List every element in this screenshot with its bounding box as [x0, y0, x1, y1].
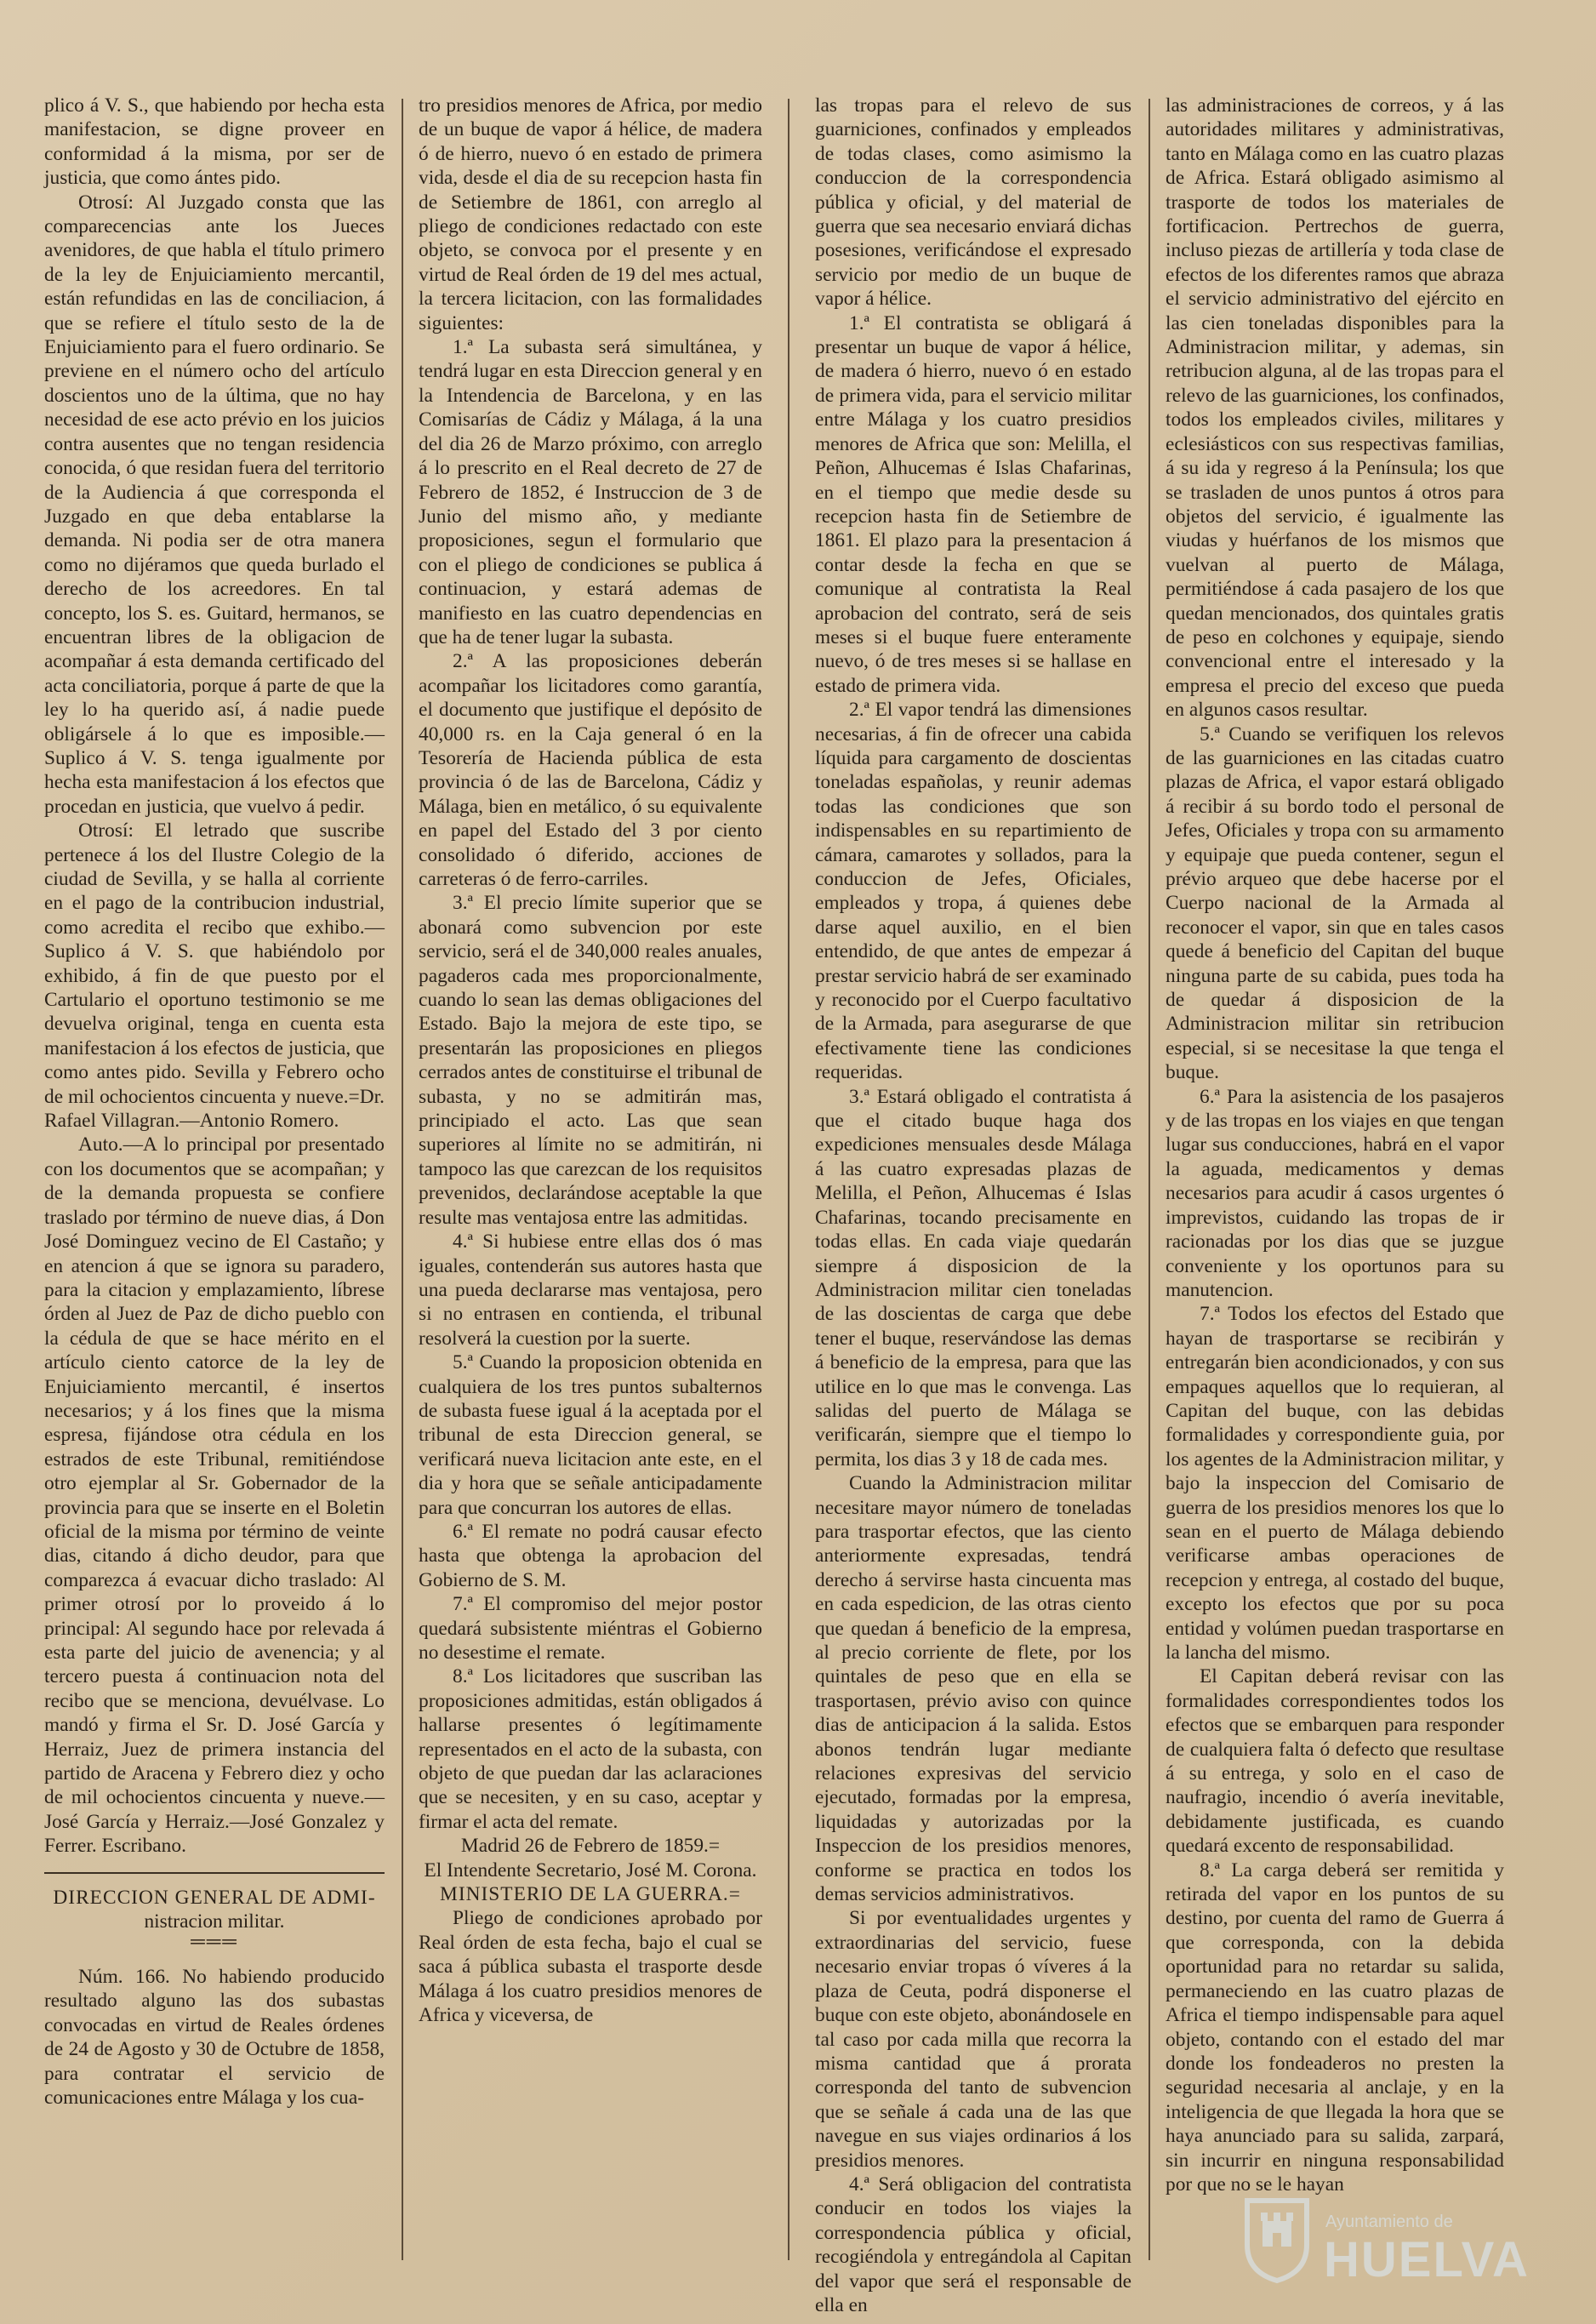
column-1 [44, 94, 385, 2272]
paragraph: 1.ª La subasta será simultánea, y tendrá lugar en esta Direccion general y en la Intendencia de Barcelona, y en las Comisarías de Cádiz y Málaga, á la una del dia 26 de Marzo próximo, con arreglo á lo prescrito en el Real decreto de 27 de Febrero de 1852, é Instruccion de 3 de Junio del mismo año, y mediante proposiciones, segun el formulario que con el pliego de condiciones se publica á continuacion, y estará ademas de manifiesto en las cuatro dependencias en que ha de tener lugar la subasta. [419, 336, 762, 648]
paragraph: 8.ª Los licitadores que suscriban las proposiciones admitidas, están obligados á hallarse presentes ó legítimamente representados en el acto de la subasta, con objeto de que puedan dar las aclaraciones que se necesiten, y en su caso, aceptar y firmar el acta del remate. [419, 1665, 762, 1833]
paragraph: las administraciones de correos, y á las autoridades militares y administrativas, tanto en Málaga como en las cuatro plazas de Africa. Estará obligado asimismo al trasporte de todos los materiales de fortificacion. Pertrechos de guerra, incluso piezas de artillería y toda clase de efectos de los diferentes ramos que abraza el servicio administrativo del ejército en las cien toneladas disponibles para la Administracion militar, y ademas, sin retribucion alguna, al de las tropas para el relevo de las guarniciones, los confinados, todos los empleados civiles, militares y eclesiásticos con sus respectivas familias, á su ida y regreso á la Península; los que se trasladen de unos puntos á otros para objetos del servicio, é igualmente las viudas y huérfanos de los mismos que vuelvan al puerto de Málaga, permitiéndose á cada pasajero de los que quedan mencionados, dos quintales gratis de peso en colchones y equipaje, siendo convencional entre el interesado y la empresa el precio del exceso que pueda en algunos casos resultar. [1166, 94, 1504, 722]
column-3 [815, 94, 1131, 2316]
signature: El Intendente Secretario, José M. Corona. [424, 1859, 757, 1881]
paragraph: 1.ª El contratista se obligará á presentar un buque de vapor á hélice, de madera ó hierro, nuevo ó en estado de primera vida, para el servicio militar entre Málaga y los cuatro presidios menores de Africa que son: Melilla, el Peñon, Alhucemas é Islas Chafarinas, en el tiempo que medie desde su recepcion hasta fin de Setiembre de 1861. El plazo para la presentacion á contar desde la fecha en que se comunique al contratista la Real aprobacion del contrato, será de seis meses si el buque fuere enteramente nuevo, ó de tres meses si se hallase en estado de primera vida. [815, 311, 1131, 697]
paragraph: Si por eventualidades urgentes y extraordinarias del servicio, fuese necesario enviar tropas ó víveres á la plaza de Ceuta, podrá disponerse el buque con este objeto, abonándosele en tal caso por cada milla que recorra la misma cantidad que á prorata corresponda del tanto de subvencion que se señale á cada una de las que navegue en sus viajes ordinarios á los presidios menores. [815, 1907, 1131, 2172]
paragraph: 7.ª El compromiso del mejor postor quedará subsistente miéntras el Gobierno no desestime el remate. [419, 1593, 762, 1664]
column-4 [1166, 94, 1504, 2272]
column-rule [1149, 99, 1150, 2260]
column-rule [402, 99, 403, 2260]
column-2 [419, 94, 762, 2272]
paragraph: tro presidios menores de Africa, por medio de un buque de vapor á hélice, de madera ó de hierro, nuevo ó en estado de primera vida, desde el dia de su recepcion hasta fin de Setiembre de 1861, con arreglo al pliego de condiciones redactado con este objeto, se convoca por el presente y en virtud de Real órden de 19 del mes actual, la tercera licitacion, con las formalidades siguientes: [419, 94, 762, 334]
paragraph: 2.ª A las proposiciones deberán acompañar los licitadores como garantía, el documento que justifique el depósito de 40,000 rs. en la Caja general ó en la Tesorería de Hacienda pública de esta provincia ó de las de Barcelona, Cádiz y Málaga, bien en metálico, ó su equivalente en papel del Estado del 3 por ciento consolidado ó diferido, acciones de carreteras ó de ferro-carriles. [419, 650, 762, 890]
paragraph: plico á V. S., que habiendo por hecha esta manifestacion, se digne proveer en conformidad á la misma, por ser de justicia, que como ántes pido. [44, 94, 385, 190]
paragraph: 4.ª Será obligacion del contratista conducir en todos los viajes la correspondencia pública y oficial, recogiéndola y entregándola al Capitan del vapor que será el responsable de ella en [815, 2173, 1131, 2316]
dateline: Madrid 26 de Febrero de 1859.= [460, 1835, 721, 1858]
paragraph: Otrosí: Al Juzgado consta que las comparecencias ante los Jueces avenidores, de que habla el título primero de la ley de Enjuiciamiento mercantil, están refundidas en las de conciliacion, á que se refiere el título sesto de la de Enjuiciamiento para el fuero ordinario. Se previene en el número ocho del artículo doscientos uno de la última, que no hay necesidad de ese acto prévio en los juicios contra ausentes que no tengan residencia conocida, ó que residan fuera del territorio de la Audiencia á que corresponda el Juzgado en que deba entablarse la demanda. Ni podia ser de otra manera como no dijéramos que queda burlado el derecho de los acreedores. En tal concepto, los S. es. Guitard, hermanos, se encuentran libres de la obligacion de acompañar á esta demanda certificado del acta conciliatoria, porque á parte de que la ley lo ha querido así, á nadie puede obligársele á lo que es imposible.—Suplico á V. S. tenga igualmente por hecha esta manifestacion á los efectos que procedan en justicia, que vuelvo á pedir. [44, 191, 385, 818]
paragraph: 2.ª El vapor tendrá las dimensiones necesarias, á fin de ofrecer una cabida líquida para cargamento de doscientas toneladas españolas, y reunir ademas todas las condiciones que son indispensables en su repartimiento de cámara, camarotes y sollados, para la conduccion de Jefes, Oficiales, empleados y tropa, á quienes debe darse aquel auxilio, en el bien entendido, de que antes de empezar á prestar servicio habrá de ser examinado y reconocido por el Cuerpo facultativo de la Armada, para asegurarse de que efectivamente tiene las condiciones requeridas. [815, 699, 1131, 1084]
decorative-rule: ═══ [191, 1931, 238, 1954]
watermark-title: HUELVA [1324, 2232, 1530, 2287]
archive-watermark [1240, 2196, 1538, 2289]
crest-icon [1240, 2196, 1314, 2284]
section-heading: DIRECCION GENERAL DE ADMI- [53, 1886, 376, 1909]
paragraph: Pliego de condiciones aprobado por Real órden de esta fecha, bajo el cual se saca á pública subasta el trasporte desde Málaga á los cuatro presidios menores de Africa y viceversa, de [419, 1907, 762, 2027]
column-rule [788, 99, 789, 2260]
paragraph: 8.ª La carga deberá ser remitida y retirada del vapor en los puntos de su destino, por cuenta del ramo de Guerra á que corresponda, con la debida oportunidad para no retardar su salida, permaneciendo en las cuatro plazas de Africa el tiempo indispensable para aquel objeto, contando con el estado del mar donde los fondeaderos no presten la seguridad necesaria al anclaje, y en la inteligencia de que llegada la hora que se haya anunciado para su salida, zarpará, sin incurrir en ninguna responsabilidad por que no se le hayan [1166, 1859, 1504, 2196]
paragraph: 3.ª Estará obligado el contratista á que el citado buque haga dos expediciones mensuales desde Málaga á las cuatro expresadas plazas de Melilla, el Peñon, Alhucemas é Islas Chafarinas, tocando precisamente en todas ellas. En cada viaje quedarán siempre á disposicion de la Administracion militar cien toneladas de las doscientas de carga que debe tener el buque, reservándose las demas á beneficio de la empresa, para que las utilice en lo que mas le convenga. Las salidas del puerto de Málaga se verificarán, siempre que el tiempo lo permita, los dias 3 y 18 de cada mes. [815, 1085, 1131, 1470]
paragraph: las tropas para el relevo de sus guarniciones, confinados y empleados de todas clases, como asimismo la conduccion de la correspondencia pública y oficial, y del material de guerra que sea necesario enviará dichas posesiones, verificándose el expresado servicio por medio de un buque de vapor á hélice. [815, 94, 1131, 311]
watermark-caption: Ayuntamiento de [1325, 2213, 1453, 2231]
section-divider [44, 1872, 385, 1874]
section-heading: MINISTERIO DE LA GUERRA.= [440, 1883, 741, 1906]
paragraph: 4.ª Si hubiese entre ellas dos ó mas iguales, contenderán sus autores hasta que una pueda declararse mas ventajosa, pero si no entrasen en contienda, el tribunal resolverá la cuestion por la suerte. [419, 1231, 762, 1350]
paragraph: 6.ª El remate no podrá causar efecto hasta que obtenga la aprobacion del Gobierno de S. M. [419, 1520, 762, 1591]
paragraph: Cuando la Administracion militar necesitare mayor número de toneladas para trasportar efectos, que las ciento anteriormente expresadas, tendrá derecho á servirse hasta cincuenta mas en cada espedicion, de las otras ciento que quedan á beneficio de la empresa, al precio corriente de flete, por los quintales de peso que en ella se trasportasen, prévio aviso con quince dias de anticipacion á la salida. Estos abonos tendrán lugar mediante relaciones expresivas del servicio ejecutado, formadas por la empresa, liquidadas y autorizadas por la Inspeccion de los presidios menores, conforme se practica en todos los demas servicios administrativos. [815, 1472, 1131, 1906]
paragraph: Núm. 166. No habiendo producido resultado alguno las dos subastas convocadas en virtud de Reales órdenes de 24 de Agosto y 30 de Octubre de 1858, para contratar el servicio de comunicaciones entre Málaga y los cua- [44, 1965, 385, 2109]
paragraph: 7.ª Todos los efectos del Estado que hayan de trasportarse se recibirán y entregarán bien acondicionados, y con sus empaques aquellos que lo requieran, al Capitan del buque, con las debidas formalidades y correspondiente guia, por los agentes de la Administracion militar, y bajo la inspeccion del Comisario de guerra de los presidios menores los que lo sean en el puerto de Málaga debiendo verificarse ambas operaciones de recepcion y entrega, al costado del buque, excepto los efectos que por su poca entidad y volúmen puedan trasportarse en la lancha del mismo. [1166, 1303, 1504, 1664]
paragraph: 6.ª Para la asistencia de los pasajeros y de las tropas en los viajes en que tengan lugar sus conducciones, habrá en el vapor la aguada, medicamentos y demas necesarios para acudir á casos urgentes ó imprevistos, cuidando las tropas de ir racionadas por los dias que se juzgue conveniente y los oportunos para su manutencion. [1166, 1085, 1504, 1301]
paragraph: 3.ª El precio límite superior que se abonará como subvencion por este servicio, será el de 340,000 reales anuales, pagaderos cada mes proporcionalmente, cuando lo sean las demas obligaciones del Estado. Bajo la mejora de este tipo, se presentarán las proposiciones en pliegos cerrados antes de constituirse el tribunal de subasta, y no se admitirán mas, principiado el acto. Las que sean superiores al límite no se admitirán, ni tampoco las que carezcan de los requisitos prevenidos, declarándose aceptable la que resulte mas ventajosa entre las admitidas. [419, 892, 762, 1229]
paragraph: Otrosí: El letrado que suscribe pertenece á los del Ilustre Colegio de la ciudad de Sevilla, y se halla al corriente en el pago de la contribucion industrial, como acredita el recibo que exhibo.—Suplico á V. S. que habiéndolo por exhibido, á fin de que puesto por el Cartulario el oportuno testimonio se me devuelva original, tenga en cuenta esta manifestacion á los efectos de justicia, que como antes pido. Sevilla y Febrero ocho de mil ochocientos cincuenta y nueve.=Dr. Rafael Villagran.—Antonio Romero. [44, 819, 385, 1133]
paragraph: El Capitan deberá revisar con las formalidades correspondientes todos los efectos que se embarquen para responder de cualquiera falta ó defecto que resultase á su entrega, y solo en el caso de naufragio, incendio ó avería inevitable, debidamente justificada, es cuando quedará excento de responsabilidad. [1166, 1665, 1504, 1858]
paragraph: 5.ª Cuando la proposicion obtenida en cualquiera de los tres puntos subalternos de subasta fuese igual á la aceptada por el tribunal de esta Direccion general, se verificará nueva licitacion ante este, en el dia y hora que se señale anticipadamente para que concurran los autores de ellas. [419, 1351, 762, 1519]
section-heading-continued: nistracion militar. [144, 1910, 285, 1933]
paragraph: 5.ª Cuando se verifiquen los relevos de las guarniciones en las citadas cuatro plazas de Africa, el vapor estará obligado á recibir á su bordo todo el personal de Jefes, Oficiales y tropa con su armamento y equipaje que pueda contener, segun el prévio arqueo que debe hacerse por el Cuerpo nacional de la Armada al reconocer el vapor, sin que en tales casos quede á beneficio del Capitan del buque ninguna parte de su cabida, pues toda ha de quedar á disposicion de la Administracion militar sin retribucion especial, si se necesitase la que tenga el buque. [1166, 722, 1504, 1084]
paragraph: Auto.—A lo principal por presentado con los documentos que se acompañan; y de la demanda propuesta se confiere traslado por término de nueve dias, á Don José Dominguez vecino de El Castaño; y en atencion á que se ignora su paradero, para la citacion y emplazamiento, líbrese órden al Juez de Paz de dicho pueblo con la cédula de que se hace mérito en el artículo ciento catorce de la ley de Enjuiciamiento mercantil, é insertos necesarios; y á los fines que la misma espresa, fijándose otra cédula en los estrados de este Tribunal, remitiéndose otro ejemplar al Sr. Gobernador de la provincia para que se inserte en el Boletin oficial de la misma por término de veinte dias, citando á dicho deudor, para que comparezca á evacuar dicho traslado: Al primer otrosí por lo proveido á lo principal: Al segundo hace por relevada á esta parte del juicio de avenencia; y al tercero puesta á continuacion nota del recibo que se menciona, devuélvase. Lo mandó y firma el Sr. D. José García y Herraiz, Juez de primera instancia del partido de Aracena y Febrero diez y ocho de mil ochocientos cincuenta y nueve.—José García y Herraiz.—José Gonzalez y Ferrer. Escribano. [44, 1133, 385, 1858]
